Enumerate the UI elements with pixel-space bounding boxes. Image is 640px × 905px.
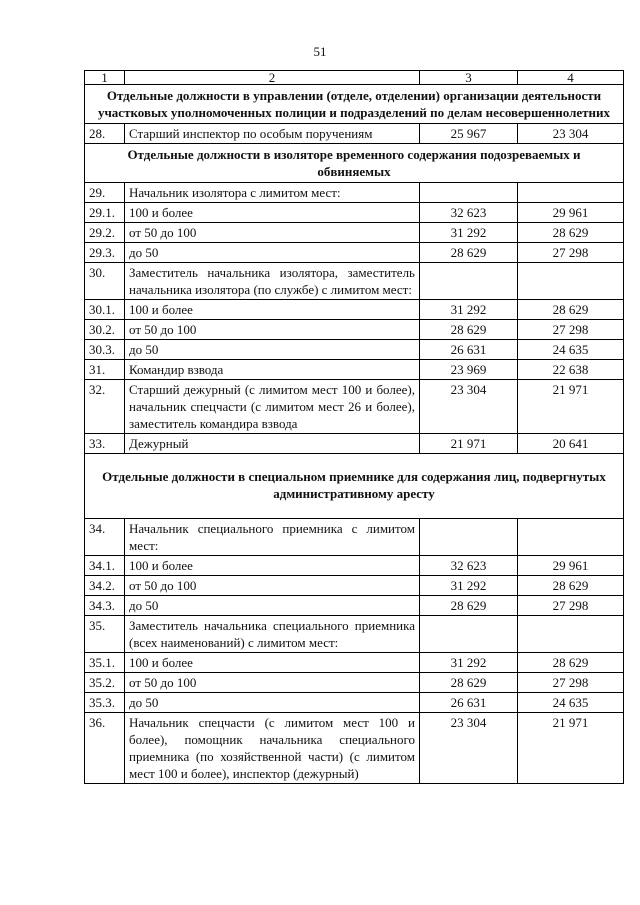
table-row (85, 713, 624, 784)
position-name: Начальник изолятора с лимитом мест: (125, 183, 420, 203)
row-number: 35.3. (85, 693, 125, 713)
header-row (85, 71, 624, 85)
salary-column-3: 21 971 (420, 434, 518, 454)
salary-column-4: 28 629 (518, 300, 624, 320)
position-name: Старший инспектор по особым поручениям (125, 124, 420, 144)
position-name: от 50 до 100 (125, 673, 420, 693)
position-name: 100 и более (125, 653, 420, 673)
salary-column-4: 22 638 (518, 360, 624, 380)
section-heading: Отдельные должности в изоляторе временного содержания подозреваемых и обвиняемых (85, 144, 624, 183)
salary-column-3 (420, 616, 518, 653)
salary-column-3: 28 629 (420, 673, 518, 693)
table-row (85, 616, 624, 653)
salary-column-3 (420, 183, 518, 203)
salary-column-4: 21 971 (518, 380, 624, 434)
row-number: 33. (85, 434, 125, 454)
table-row (85, 300, 624, 320)
salary-column-4: 21 971 (518, 713, 624, 784)
salary-column-3: 31 292 (420, 653, 518, 673)
salary-column-4: 29 961 (518, 556, 624, 576)
salary-column-3: 28 629 (420, 243, 518, 263)
salary-column-3: 23 969 (420, 360, 518, 380)
salary-column-3 (420, 519, 518, 556)
table-row (85, 434, 624, 454)
salary-column-3: 26 631 (420, 693, 518, 713)
salary-column-4: 28 629 (518, 576, 624, 596)
column-header: 4 (518, 71, 624, 85)
position-name: от 50 до 100 (125, 223, 420, 243)
position-name: 100 и более (125, 300, 420, 320)
row-number: 29.1. (85, 203, 125, 223)
position-name: Дежурный (125, 434, 420, 454)
row-number: 30. (85, 263, 125, 300)
position-name: Командир взвода (125, 360, 420, 380)
table-row (85, 124, 624, 144)
table-row (85, 263, 624, 300)
column-header: 2 (125, 71, 420, 85)
salary-column-4: 27 298 (518, 673, 624, 693)
row-number: 32. (85, 380, 125, 434)
table-row (85, 380, 624, 434)
row-number: 30.2. (85, 320, 125, 340)
salary-column-3: 32 623 (420, 203, 518, 223)
salary-column-3: 28 629 (420, 596, 518, 616)
salary-column-3: 32 623 (420, 556, 518, 576)
salary-column-3: 31 292 (420, 223, 518, 243)
table-row (85, 693, 624, 713)
section-heading: Отдельные должности в управлении (отделе, отделении) организации деятельности участковых уполномоченных полиции и подразделений по делам несовершеннолетних (85, 85, 624, 124)
table-row (85, 320, 624, 340)
table-row (85, 596, 624, 616)
salary-column-4 (518, 263, 624, 300)
table-row (85, 360, 624, 380)
position-name: до 50 (125, 693, 420, 713)
salary-column-4: 20 641 (518, 434, 624, 454)
salary-column-3: 31 292 (420, 300, 518, 320)
table-row (85, 653, 624, 673)
position-name: от 50 до 100 (125, 320, 420, 340)
position-name: 100 и более (125, 556, 420, 576)
row-number: 28. (85, 124, 125, 144)
column-header: 3 (420, 71, 518, 85)
salary-column-3 (420, 263, 518, 300)
position-name: Заместитель начальника специального приемника (всех наименований) с лимитом мест: (125, 616, 420, 653)
row-number: 31. (85, 360, 125, 380)
row-number: 35. (85, 616, 125, 653)
position-name: Начальник спецчасти (с лимитом мест 100 и более), помощник начальника специального приемника (по хозяйственной части) (с лимитом мест 100 и более), инспектор (дежурный) (125, 713, 420, 784)
salary-column-4: 28 629 (518, 223, 624, 243)
table-row (85, 673, 624, 693)
section-heading: Отдельные должности в специальном приемнике для содержания лиц, подвергнутых административному аресту (85, 454, 624, 519)
row-number: 35.1. (85, 653, 125, 673)
table-row (85, 223, 624, 243)
salary-column-4: 23 304 (518, 124, 624, 144)
position-name: до 50 (125, 340, 420, 360)
position-name: до 50 (125, 596, 420, 616)
row-number: 34.1. (85, 556, 125, 576)
salary-column-4 (518, 183, 624, 203)
row-number: 36. (85, 713, 125, 784)
position-name: Заместитель начальника изолятора, заместитель начальника изолятора (по службе) с лимитом мест: (125, 263, 420, 300)
row-number: 34.3. (85, 596, 125, 616)
row-number: 30.1. (85, 300, 125, 320)
row-number: 30.3. (85, 340, 125, 360)
section-heading-row (85, 454, 624, 519)
salary-column-4: 27 298 (518, 243, 624, 263)
row-number: 34.2. (85, 576, 125, 596)
salary-table (84, 70, 624, 784)
salary-column-4: 29 961 (518, 203, 624, 223)
table-row (85, 576, 624, 596)
section-heading-row (85, 85, 624, 124)
section-heading-row (85, 144, 624, 183)
row-number: 29. (85, 183, 125, 203)
salary-column-3: 31 292 (420, 576, 518, 596)
salary-column-3: 25 967 (420, 124, 518, 144)
salary-column-4: 24 635 (518, 693, 624, 713)
salary-column-3: 26 631 (420, 340, 518, 360)
salary-column-3: 28 629 (420, 320, 518, 340)
row-number: 29.3. (85, 243, 125, 263)
salary-column-4: 28 629 (518, 653, 624, 673)
table-row (85, 243, 624, 263)
salary-column-4: 27 298 (518, 596, 624, 616)
table-row (85, 340, 624, 360)
position-name: Начальник специального приемника с лимитом мест: (125, 519, 420, 556)
table-row (85, 203, 624, 223)
salary-column-4 (518, 519, 624, 556)
position-name: 100 и более (125, 203, 420, 223)
position-name: от 50 до 100 (125, 576, 420, 596)
position-name: до 50 (125, 243, 420, 263)
position-name: Старший дежурный (с лимитом мест 100 и более), начальник спецчасти (с лимитом мест 26 и более), заместитель командира взвода (125, 380, 420, 434)
page-number: 51 (313, 44, 327, 59)
salary-column-3: 23 304 (420, 380, 518, 434)
salary-column-4: 27 298 (518, 320, 624, 340)
salary-column-3: 23 304 (420, 713, 518, 784)
row-number: 35.2. (85, 673, 125, 693)
table-row (85, 556, 624, 576)
row-number: 34. (85, 519, 125, 556)
salary-column-4 (518, 616, 624, 653)
column-header: 1 (85, 71, 125, 85)
table-row (85, 519, 624, 556)
table-row (85, 183, 624, 203)
salary-column-4: 24 635 (518, 340, 624, 360)
row-number: 29.2. (85, 223, 125, 243)
